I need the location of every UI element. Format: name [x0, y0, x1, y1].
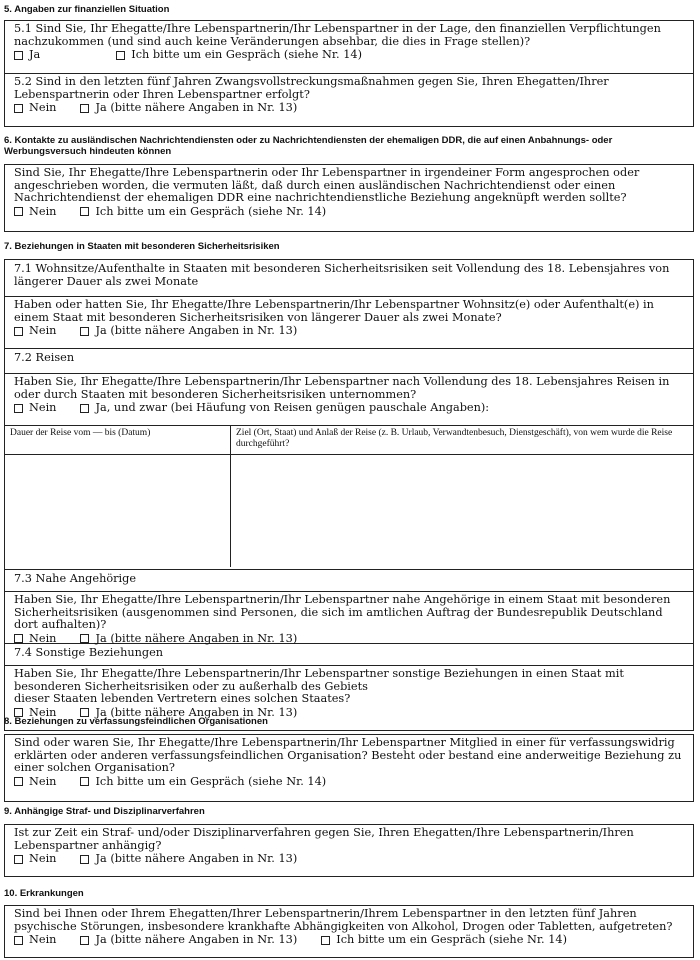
question-5-1 [5, 21, 693, 73]
question-9-text: Ist zur Zeit ein Straf- und/oder Disziplinarverfahren gegen Sie, Ihren Ehegatten/Ihre Lebenspartnerin/Ihren Lebenspartner anhängig? [14, 826, 634, 852]
question-10 [5, 906, 693, 957]
travel-input-destination[interactable] [231, 454, 694, 567]
checkbox[interactable] [14, 777, 23, 786]
question-5-2 [5, 73, 693, 126]
option-7-2-nein[interactable]: Nein [14, 402, 56, 415]
checkbox[interactable] [14, 51, 23, 60]
option-7-2-ja[interactable]: Ja, und zwar (bei Häufung von Reisen genügen pauschale Angaben): [80, 402, 489, 415]
option-10-ja[interactable]: Ja (bitte nähere Angaben in Nr. 13) [80, 934, 297, 947]
heading-7-3: 7.3 Nahe Angehörige [5, 569, 693, 591]
section-8-box [4, 734, 694, 802]
section-8-title: 8. Beziehungen zu verfassungsfeindlichen Organisationen [4, 716, 268, 727]
option-8-gespraech[interactable]: Ich bitte um ein Gespräch (siehe Nr. 14) [80, 776, 326, 789]
question-7-1 [5, 296, 693, 348]
heading-7-1: 7.1 Wohnsitze/Aufenthalte in Staaten mit besonderen Sicherheitsrisiken seit Vollendung des 18. Lebensjahres von längerer Dauer als zwei Monate [14, 262, 670, 288]
section-5-box [4, 20, 694, 127]
checkbox[interactable] [80, 855, 89, 864]
checkbox[interactable] [80, 634, 89, 643]
section-10-box [4, 905, 694, 958]
heading-7-4: 7.4 Sonstige Beziehungen [5, 643, 693, 665]
question-6 [5, 165, 693, 231]
option-9-nein[interactable]: Nein [14, 853, 56, 866]
question-8 [5, 735, 693, 801]
option-6-nein[interactable]: Nein [14, 206, 56, 219]
checkbox[interactable] [321, 936, 330, 945]
option-5-1-ja[interactable]: Ja [14, 49, 40, 62]
option-7-4-nein[interactable]: Nein [14, 707, 56, 720]
checkbox[interactable] [14, 634, 23, 643]
option-7-4-ja[interactable]: Ja (bitte nähere Angaben in Nr. 13) [80, 707, 297, 720]
section-5-title: 5. Angaben zur finanziellen Situation [4, 4, 170, 15]
question-10-text: Sind bei Ihnen oder Ihrem Ehegatten/Ihrer Lebenspartnerin/Ihrem Lebenspartner in den letzten fünf Jahren psychische Störungen, insbesondere krankhafte Abhängigkeiten von Alkohol, Drogen oder Tabletten, aufgetreten? [14, 907, 673, 933]
checkbox[interactable] [80, 777, 89, 786]
checkbox[interactable] [80, 104, 89, 113]
option-5-2-nein[interactable]: Nein [14, 102, 56, 115]
option-7-1-ja[interactable]: Ja (bitte nähere Angaben in Nr. 13) [80, 325, 297, 338]
question-7-3 [5, 591, 693, 643]
question-7-4-text-cont: dieser Staaten lebenden Vertretern eines solchen Staates? [14, 692, 351, 705]
travel-input-duration[interactable] [5, 454, 231, 567]
checkbox[interactable] [14, 207, 23, 216]
section-6-box [4, 164, 694, 232]
option-5-2-ja[interactable]: Ja (bitte nähere Angaben in Nr. 13) [80, 102, 297, 115]
checkbox[interactable] [80, 207, 89, 216]
checkbox[interactable] [14, 855, 23, 864]
section-9-title: 9. Anhängige Straf- und Disziplinarverfahren [4, 806, 205, 817]
question-7-1-text: Haben oder hatten Sie, Ihr Ehegatte/Ihre Lebenspartnerin/Ihr Lebenspartner Wohnsitz(e) oder Aufenthalt(e) in einem Staat mit besonderen Sicherheitsrisiken von längerer Dauer als zwei Monate? [14, 298, 654, 324]
checkbox[interactable] [116, 51, 125, 60]
option-7-3-nein[interactable]: Nein [14, 633, 56, 646]
question-5-2-text: 5.2 Sind in den letzten fünf Jahren Zwangsvollstreckungsmaßnahmen gegen Sie, Ihren Ehegatten/Ihrer Lebenspartnerin oder Ihren Lebenspartner erfolgt? [14, 75, 609, 101]
travel-table [5, 426, 693, 567]
question-7-2-text: Haben Sie, Ihr Ehegatte/Ihre Lebenspartnerin/Ihr Lebenspartner nach Vollendung des 18. Lebensjahres Reisen in oder durch Staaten mit besonderen Sicherheitsrisiken unternommen? [14, 375, 670, 401]
option-10-gespraech[interactable]: Ich bitte um ein Gespräch (siehe Nr. 14) [321, 934, 567, 947]
option-9-ja[interactable]: Ja (bitte nähere Angaben in Nr. 13) [80, 853, 297, 866]
option-6-gespraech[interactable]: Ich bitte um ein Gespräch (siehe Nr. 14) [80, 206, 326, 219]
checkbox[interactable] [14, 104, 23, 113]
section-7-box [4, 259, 694, 731]
checkbox[interactable] [14, 404, 23, 413]
question-6-text: Sind Sie, Ihr Ehegatte/Ihre Lebenspartnerin oder Ihr Lebenspartner in irgendeiner Form angesprochen oder angeschrieben worden, die vermuten läßt, daß durch einen ausländischen Nachrichtendienst oder einen Nachrichtendienst der ehemaligen DDR eine nachrichtendienstliche Beziehung angeknüpft werden sollte? [14, 166, 640, 204]
option-7-1-nein[interactable]: Nein [14, 325, 56, 338]
section-10-title: 10. Erkrankungen [4, 888, 84, 899]
travel-col-destination: Ziel (Ort, Staat) und Anlaß der Reise (z. B. Urlaub, Verwandtenbesuch, Dienstgeschäft), von wem wurde die Reise durchgeführt? [231, 426, 694, 454]
question-8-text: Sind oder waren Sie, Ihr Ehegatte/Ihre Lebenspartnerin/Ihr Lebenspartner Mitglied in einer für verfassungswidrig erklärten oder anderen verfassungsfeindlichen Organisation? Besteht oder bestand eine anderweitige Beziehung zu einer solchen Organisation? [14, 736, 682, 774]
checkbox[interactable] [80, 327, 89, 336]
question-7-4-text: Haben Sie, Ihr Ehegatte/Ihre Lebenspartnerin/Ihr Lebenspartner sonstige Beziehungen in einen Staat mit besonderen Sicherheitsrisiken oder zu außerhalb des Gebiets [14, 667, 624, 693]
checkbox[interactable] [14, 936, 23, 945]
checkbox[interactable] [14, 327, 23, 336]
section-7-title: 7. Beziehungen in Staaten mit besonderen Sicherheitsrisiken [4, 241, 280, 252]
checkbox[interactable] [80, 404, 89, 413]
option-5-1-gespraech[interactable]: Ich bitte um ein Gespräch (siehe Nr. 14) [116, 49, 362, 62]
travel-col-duration: Dauer der Reise vom — bis (Datum) [5, 426, 231, 454]
travel-table-wrap [5, 425, 693, 569]
question-9 [5, 825, 693, 876]
heading-7-2: 7.2 Reisen [5, 348, 693, 373]
option-10-nein[interactable]: Nein [14, 934, 56, 947]
option-7-3-ja[interactable]: Ja (bitte nähere Angaben in Nr. 13) [80, 633, 297, 646]
question-7-2 [5, 373, 693, 425]
section-9-box [4, 824, 694, 877]
question-5-1-text: 5.1 Sind Sie, Ihr Ehegatte/Ihre Lebenspartnerin/Ihr Lebenspartner in der Lage, den finanziellen Verpflichtungen nachzukommen (und sind auch keine Veränderungen absehbar, die dies in Frage stellen)? [14, 22, 661, 48]
option-8-nein[interactable]: Nein [14, 776, 56, 789]
question-7-3-text: Haben Sie, Ihr Ehegatte/Ihre Lebenspartnerin/Ihr Lebenspartner nahe Angehörige in einem Staat mit besonderen Sicherheitsrisiken (ausgenommen sind Personen, die sich im amtlichen Auftrag der Bundesrepublik Deutschland dort aufhalten)? [14, 593, 671, 631]
section-6-title: 6. Kontakte zu ausländischen Nachrichtendiensten oder zu Nachrichtendiensten der ehemaligen DDR, die auf einen Anbahnungs- oder Werbungsversuch hindeuten können [4, 135, 613, 157]
checkbox[interactable] [80, 936, 89, 945]
